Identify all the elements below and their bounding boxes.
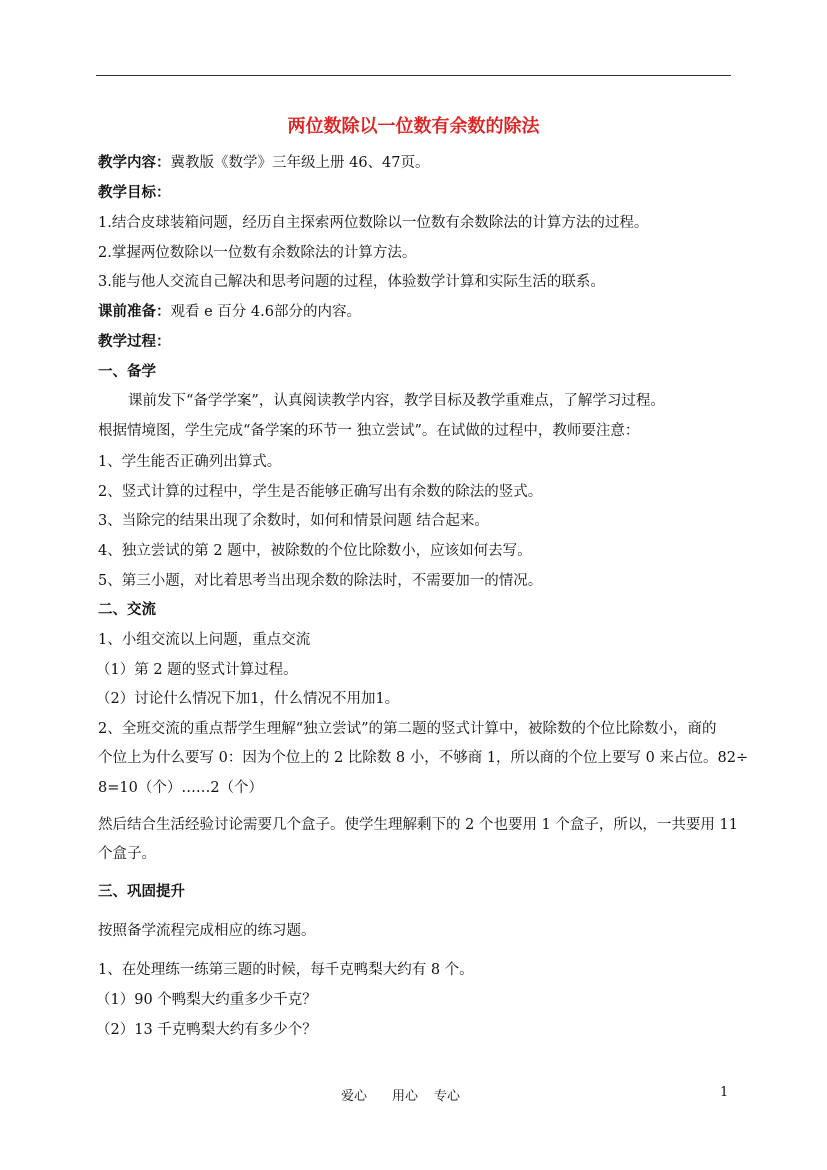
footer-text: 专心 <box>434 1089 461 1104</box>
section2-paragraph: 然后结合生活经验讨论需要几个盒子。使学生理解剩下的 2 个也要用 1 个盒子，所以，一共要用 11 <box>98 817 738 833</box>
document-title: 两位数除以一位数有余数的除法 <box>287 116 540 137</box>
content-text: 冀教版《数学》三年级上册 46、47页。 <box>170 155 430 171</box>
prep-label: 课前准备： <box>98 303 171 320</box>
section3-heading: 三、巩固提升 <box>98 883 185 900</box>
objective-item: 1.结合皮球装箱问题，经历自主探索两位数除以一位数有余数除法的计算方法的过程。 <box>98 215 649 231</box>
page-number: 1 <box>720 1085 729 1100</box>
objectives-heading: 教学目标： <box>98 184 171 201</box>
footer-text: 用心 <box>392 1089 419 1104</box>
section1-paragraph: 根据情境图，学生完成“备学案的环节一 独立尝试”。在试做的过程中，教师要注意： <box>98 423 640 439</box>
section2-line: 8=10（个）……2（个） <box>98 780 264 796</box>
section1-heading: 一、备学 <box>98 363 156 380</box>
section2-line: 1、小组交流以上问题，重点交流 <box>98 632 311 648</box>
objective-item: 3.能与他人交流自己解决和思考问题的过程，体验数学计算和实际生活的联系。 <box>98 274 605 290</box>
section1-item: 2、竖式计算的过程中，学生是否能够正确写出有余数的除法的竖式。 <box>98 484 543 500</box>
content-label: 教学内容： <box>98 154 171 171</box>
footer-text: 爱心 <box>341 1089 368 1104</box>
section1-paragraph: 课前发下“备学学案”，认真阅读教学内容，教学目标及教学重难点，了解学习过程。 <box>128 393 665 409</box>
section1-item: 4、独立尝试的第 2 题中，被除数的个位比除数小，应该如何去写。 <box>98 543 532 559</box>
section3-line: （1）90 个鸭梨大约重多少千克？ <box>96 992 317 1008</box>
objective-item: 2.掌握两位数除以一位数有余数除法的计算方法。 <box>98 245 417 261</box>
section3-line: （2）13 千克鸭梨大约有多少个？ <box>96 1022 317 1038</box>
section3-line: 按照备学流程完成相应的练习题。 <box>98 923 316 939</box>
section1-item: 5、第三小题，对比着思考当出现余数的除法时，不需要加一的情况。 <box>98 573 543 589</box>
section1-item: 3、当除完的结果出现了余数时，如何和情景问题 结合起来。 <box>98 513 489 529</box>
section3-line: 1、在处理练一练第三题的时候，每千克鸭梨大约有 8 个。 <box>98 962 474 978</box>
header-rule <box>96 75 731 76</box>
process-heading: 教学过程： <box>98 333 171 350</box>
section2-line: （2）讨论什么情况下加1，什么情况不用加1。 <box>96 691 400 707</box>
section2-line: 个位上为什么要写 0：因为个位上的 2 比除数 8 小，不够商 1，所以商的个位上要写 0 来占位。82÷ <box>98 750 749 766</box>
section2-heading: 二、交流 <box>98 601 156 618</box>
section2-line: 2、全班交流的重点帮学生理解“独立尝试”的第二题的竖式计算中，被除数的个位比除数小，商的 <box>98 721 717 737</box>
prep-line <box>98 302 361 322</box>
section2-line: （1）第 2 题的竖式计算过程。 <box>96 662 298 678</box>
content-line <box>98 153 430 173</box>
prep-text: 观看 e 百分 4.6部分的内容。 <box>170 304 361 320</box>
section1-item: 1、学生能否正确列出算式。 <box>98 454 282 470</box>
section2-paragraph: 个盒子。 <box>98 846 156 862</box>
